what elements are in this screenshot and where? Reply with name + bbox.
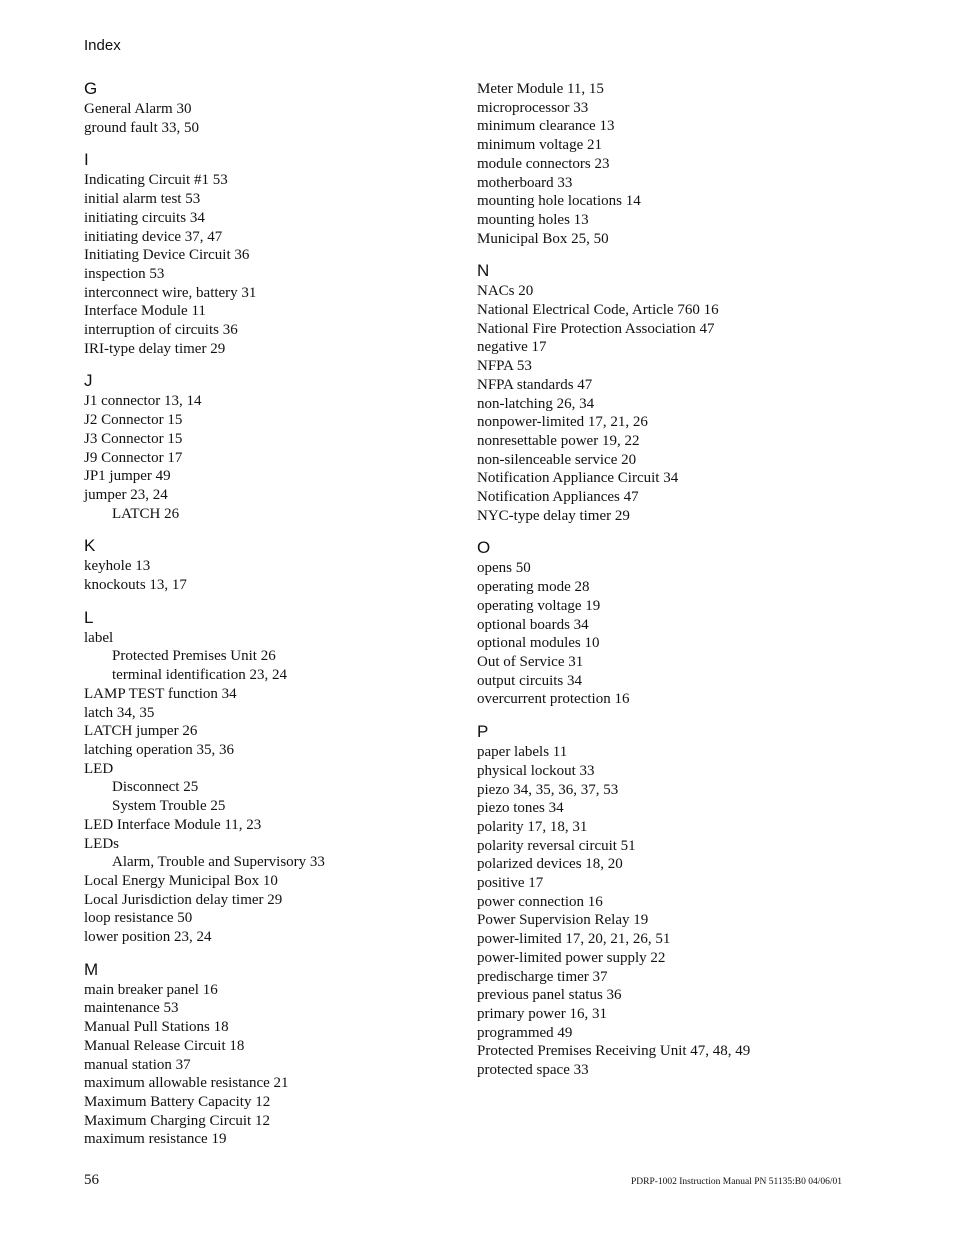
index-entry: LAMP TEST function 34 <box>84 685 237 702</box>
index-subentry: LATCH 26 <box>112 505 180 522</box>
index-section <box>477 80 837 248</box>
index-entry: J3 Connector 15 <box>84 430 183 447</box>
index-entry: Protected Premises Receiving Unit 47, 48, 49 <box>477 1043 751 1060</box>
index-entry: keyhole 13 <box>84 558 151 575</box>
index-entry: inspection 53 <box>84 265 165 282</box>
index-entry: polarity reversal circuit 51 <box>477 837 636 854</box>
index-entry: positive 17 <box>477 875 544 892</box>
index-entry: main breaker panel 16 <box>84 981 218 998</box>
index-entry: initial alarm test 53 <box>84 191 201 208</box>
document-id: PDRP-1002 Instruction Manual PN 51135:B0 04/06/01 <box>630 1177 842 1187</box>
section-letter: J <box>84 371 93 391</box>
index-entry: polarity 17, 18, 31 <box>477 818 588 835</box>
index-entry: piezo 34, 35, 36, 37, 53 <box>477 781 619 798</box>
index-entry: NACs 20 <box>477 283 534 300</box>
index-entry: NFPA standards 47 <box>477 376 593 393</box>
index-entry: LATCH jumper 26 <box>84 723 198 740</box>
index-entry: mounting hole locations 14 <box>477 193 641 210</box>
index-entry: lower position 23, 24 <box>84 929 212 946</box>
index-entry: power-limited power supply 22 <box>477 949 666 966</box>
index-entry: JP1 jumper 49 <box>84 468 171 485</box>
index-entry: National Fire Protection Association 47 <box>477 320 715 337</box>
index-entry: IRI-type delay timer 29 <box>84 340 226 357</box>
index-entry: operating voltage 19 <box>477 597 601 614</box>
index-entry: previous panel status 36 <box>477 987 622 1004</box>
index-entry: non-latching 26, 34 <box>477 395 595 412</box>
index-entry: Maximum Battery Capacity 12 <box>84 1093 271 1110</box>
index-entry: latching operation 35, 36 <box>84 741 234 758</box>
index-entry: motherboard 33 <box>477 174 573 191</box>
index-entry: power connection 16 <box>477 893 603 910</box>
index-section <box>84 370 444 523</box>
section-letter: N <box>477 261 490 281</box>
index-section <box>84 149 444 358</box>
index-entry: protected space 33 <box>477 1062 589 1079</box>
page-header: Index <box>84 37 121 54</box>
index-entry: NFPA 53 <box>477 358 532 375</box>
index-entry: Indicating Circuit #1 53 <box>84 172 228 189</box>
index-entry: output circuits 34 <box>477 672 582 689</box>
index-entry: maximum resistance 19 <box>84 1131 227 1148</box>
index-entry: predischarge timer 37 <box>477 968 608 985</box>
index-entry: latch 34, 35 <box>84 704 155 721</box>
index-entry: General Alarm 30 <box>84 101 192 117</box>
index-entry: LED <box>84 760 114 777</box>
index-entry: power-limited 17, 20, 21, 26, 51 <box>477 931 671 948</box>
index-entry: interruption of circuits 36 <box>84 322 238 339</box>
section-letter: P <box>477 722 489 742</box>
section-letter: O <box>477 538 491 558</box>
index-section <box>84 78 444 137</box>
index-section <box>84 959 444 1149</box>
index-subentry: terminal identification 23, 24 <box>112 667 287 684</box>
index-entry: microprocessor 33 <box>477 99 589 116</box>
section-letter: M <box>84 959 99 979</box>
index-entry: Notification Appliance Circuit 34 <box>477 470 679 487</box>
index-entry: nonresettable power 19, 22 <box>477 432 640 449</box>
index-entry: knockouts 13, 17 <box>84 577 187 594</box>
index-entry: minimum clearance 13 <box>477 118 615 135</box>
index-entry: manual station 37 <box>84 1056 191 1073</box>
index-entry: Initiating Device Circuit 36 <box>84 247 250 264</box>
index-entry: optional boards 34 <box>477 616 589 633</box>
index-entry: Local Energy Municipal Box 10 <box>84 872 278 889</box>
index-entry: module connectors 23 <box>477 155 610 172</box>
index-entry: Manual Release Circuit 18 <box>84 1037 245 1054</box>
index-entry: Out of Service 31 <box>477 653 584 670</box>
index-section <box>477 537 837 709</box>
index-entry: mounting holes 13 <box>477 211 589 228</box>
index-entry: Local Jurisdiction delay timer 29 <box>84 891 283 908</box>
index-entry: ground fault 33, 50 <box>84 119 199 136</box>
index-entry: paper labels 11 <box>477 744 568 761</box>
index-column-right <box>477 78 837 1080</box>
index-subentry: Protected Premises Unit 26 <box>112 648 276 665</box>
index-section <box>84 607 444 947</box>
index-entry: loop resistance 50 <box>84 910 193 927</box>
index-entry: J9 Connector 17 <box>84 449 183 466</box>
index-entry: primary power 16, 31 <box>477 1005 607 1022</box>
index-entry: negative 17 <box>477 339 547 356</box>
section-letter: L <box>84 607 94 627</box>
index-section <box>477 721 837 1080</box>
section-letter: G <box>84 79 98 98</box>
index-entry: NYC-type delay timer 29 <box>477 507 630 524</box>
index-entry: maintenance 53 <box>84 1000 179 1017</box>
index-section <box>84 535 444 594</box>
index-entry: National Electrical Code, Article 760 16 <box>477 302 719 319</box>
index-entry: label <box>84 629 114 646</box>
index-entry: LED Interface Module 11, 23 <box>84 816 262 833</box>
index-entry: opens 50 <box>477 560 531 577</box>
index-section <box>477 260 837 525</box>
page-number: 56 <box>84 1172 99 1188</box>
index-entry: Interface Module 11 <box>84 303 206 320</box>
index-entry: maximum allowable resistance 21 <box>84 1075 289 1092</box>
index-entry: piezo tones 34 <box>477 800 564 817</box>
section-letter: I <box>84 150 89 170</box>
index-entry: Power Supervision Relay 19 <box>477 912 649 929</box>
index-entry: Notification Appliances 47 <box>477 489 639 506</box>
index-entry: minimum voltage 21 <box>477 137 602 154</box>
index-entry: overcurrent protection 16 <box>477 691 630 708</box>
section-letter: K <box>84 536 96 556</box>
index-entry: Maximum Charging Circuit 12 <box>84 1112 270 1129</box>
index-entry: programmed 49 <box>477 1024 573 1041</box>
index-entry: polarized devices 18, 20 <box>477 856 623 873</box>
index-column-left <box>84 78 444 1149</box>
index-entry: operating mode 28 <box>477 579 590 596</box>
index-entry: LEDs <box>84 835 119 852</box>
index-entry: nonpower-limited 17, 21, 26 <box>477 414 648 431</box>
index-entry: J2 Connector 15 <box>84 412 183 429</box>
index-entry: Municipal Box 25, 50 <box>477 230 609 247</box>
index-entry: Meter Module 11, 15 <box>477 81 604 97</box>
index-entry: physical lockout 33 <box>477 762 595 779</box>
index-entry: optional modules 10 <box>477 635 600 652</box>
index-entry: jumper 23, 24 <box>84 486 168 503</box>
index-subentry: System Trouble 25 <box>112 798 226 815</box>
index-entry: J1 connector 13, 14 <box>84 393 202 410</box>
index-entry: Manual Pull Stations 18 <box>84 1019 229 1036</box>
index-entry: non-silenceable service 20 <box>477 451 637 468</box>
index-subentry: Disconnect 25 <box>112 779 199 796</box>
index-entry: interconnect wire, battery 31 <box>84 284 257 301</box>
index-subentry: Alarm, Trouble and Supervisory 33 <box>112 854 325 871</box>
index-entry: initiating circuits 34 <box>84 209 205 226</box>
index-entry: initiating device 37, 47 <box>84 228 223 245</box>
